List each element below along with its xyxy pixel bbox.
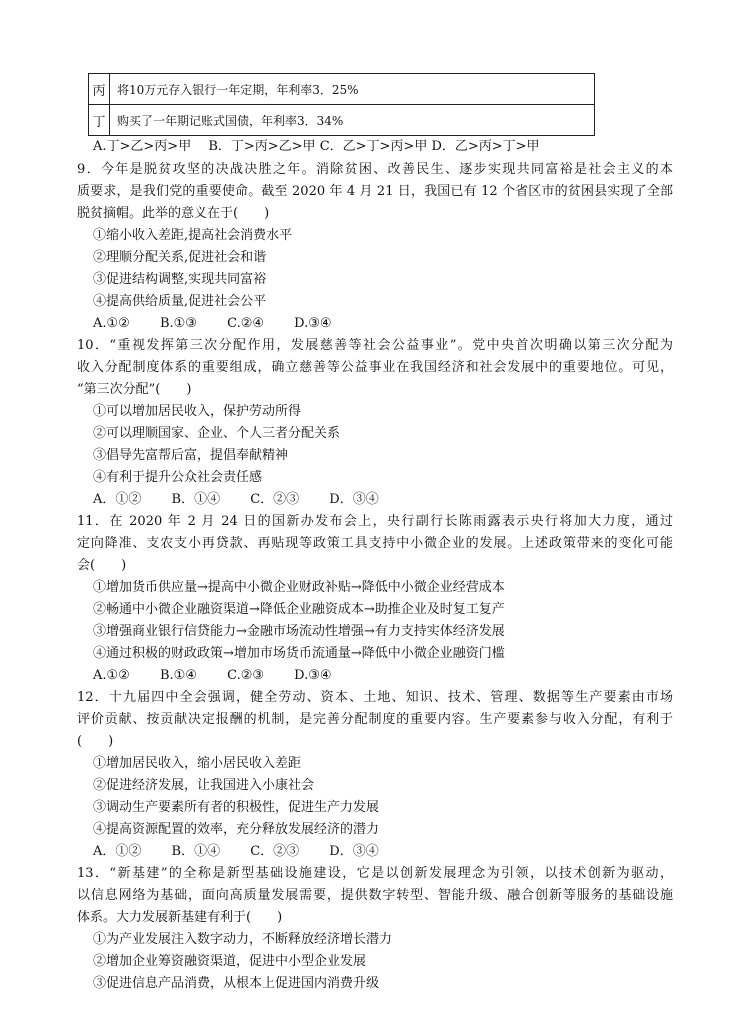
q11-stem-line: 定向降准、支农支小再贷款、再贴现等政策工具支持中小微企业的发展。上述政策带来的变化可能	[77, 536, 673, 551]
table-row	[89, 105, 595, 136]
table-row-text: 将10万元存入银行一年定期，年利率3．25%	[110, 74, 595, 105]
investment-table	[88, 73, 595, 136]
table-row-key: 丙	[89, 74, 110, 105]
q12-item: ④提高资源配置的效率，充分释放发展经济的潜力	[93, 822, 380, 837]
q11-item: ④通过积极的财政政策→增加市场货币流通量→降低中小微企业融资门槛	[93, 646, 505, 661]
table-row-text: 购买了一年期记账式国债，年利率3．34%	[110, 105, 595, 136]
q9-options: A.①② B.①③ C.②④ D.③④	[93, 316, 332, 331]
q10-stem-line: 收入分配制度体系的重要组成，确立慈善等公益事业在我国经济和社会发展中的重要地位。可见，	[77, 360, 673, 375]
q8-options: A.丁>乙>丙>甲 B．丁>丙>乙>甲 C．乙>丁>丙>甲 D．乙>丙>丁>甲	[93, 139, 540, 154]
q9-item: ③促进结构调整,实现共同富裕	[93, 272, 267, 287]
q9-stem-line: 脱贫摘帽。此举的意义在于( )	[77, 206, 270, 221]
q12-item: ③调动生产要素所有者的积极性，促进生产力发展	[93, 800, 380, 815]
q13-stem-line: 13．“新基建”的全称是新型基础设施建设，它是以创新发展理念为引领，以技术创新为驱动，	[77, 866, 673, 881]
q11-stem-line: 11．在 2020 年 2 月 24 日的国新办发布会上，央行副行长陈雨露表示央行将加大力度，通过	[77, 514, 673, 529]
q11-item: ②畅通中小微企业融资渠道→降低企业融资成本→助推企业及时复工复产	[93, 602, 505, 617]
q10-stem-line: 10．“重视发挥第三次分配作用，发展慈善等社会公益事业”。党中央首次明确以第三次分配为	[77, 338, 673, 353]
q9-item: ④提高供给质量,促进社会公平	[93, 294, 267, 309]
q12-stem-line: ( )	[77, 734, 114, 749]
table-row-key: 丁	[89, 105, 110, 136]
q10-item: ④有利于提升公众社会责任感	[93, 470, 263, 485]
q9-item: ①缩小收入差距,提高社会消费水平	[93, 228, 293, 243]
q13-item: ①为产业发展注入数字动力，不断释放经济增长潜力	[93, 932, 393, 947]
q11-stem-line: 会( )	[77, 558, 127, 573]
q10-item: ①可以增加居民收入，保护劳动所得	[93, 404, 302, 419]
q13-item: ②增加企业筹资融资渠道，促进中小型企业发展	[93, 954, 367, 969]
q10-item: ②可以理顺国家、企业、个人三者分配关系	[93, 426, 341, 441]
q10-item: ③倡导先富帮后富，提倡奉献精神	[93, 448, 289, 463]
q10-stem-line: “第三次分配”( )	[77, 382, 192, 397]
q11-item: ③增强商业银行信贷能力→金融市场流动性增强→有力支持实体经济发展	[93, 624, 505, 639]
table-row	[89, 74, 595, 105]
q12-stem-line: 评价贡献、按贡献决定报酬的机制，是完善分配制度的重要内容。生产要素参与收入分配，有利于	[77, 712, 673, 727]
q13-stem-line: 以信息网络为基础，面向高质量发展需要，提供数字转型、智能升级、融合创新等服务的基础设施	[77, 888, 673, 903]
q9-stem-line: 9．今年是脱贫攻坚的决战决胜之年。消除贫困、改善民生、逐步实现共同富裕是社会主义的本	[77, 162, 673, 177]
q10-options: A．①② B．①④ C．②③ D．③④	[93, 492, 379, 507]
q12-item: ②促进经济发展，让我国进入小康社会	[93, 778, 315, 793]
q12-stem-line: 12．十九届四中全会强调，健全劳动、资本、土地、知识、技术、管理、数据等生产要素由市场	[77, 690, 673, 705]
q11-options: A.①② B.①④ C.②③ D.③④	[93, 668, 332, 683]
q9-stem-line: 质要求，是我们党的重要使命。截至 2020 年 4 月 21 日，我国已有 12 个省区市的贫困县实现了全部	[77, 184, 673, 199]
q12-options: A．①② B．①④ C．②③ D．③④	[93, 844, 379, 859]
q13-item: ③促进信息产品消费，从根本上促进国内消费升级	[93, 976, 380, 991]
q12-item: ①增加居民收入，缩小居民收入差距	[93, 756, 302, 771]
q13-stem-line: 体系。大力发展新基建有利于( )	[77, 910, 283, 925]
q11-item: ①增加货币供应量→提高中小微企业财政补贴→降低中小微企业经营成本	[93, 580, 505, 595]
q9-item: ②理顺分配关系,促进社会和谐	[93, 250, 267, 265]
